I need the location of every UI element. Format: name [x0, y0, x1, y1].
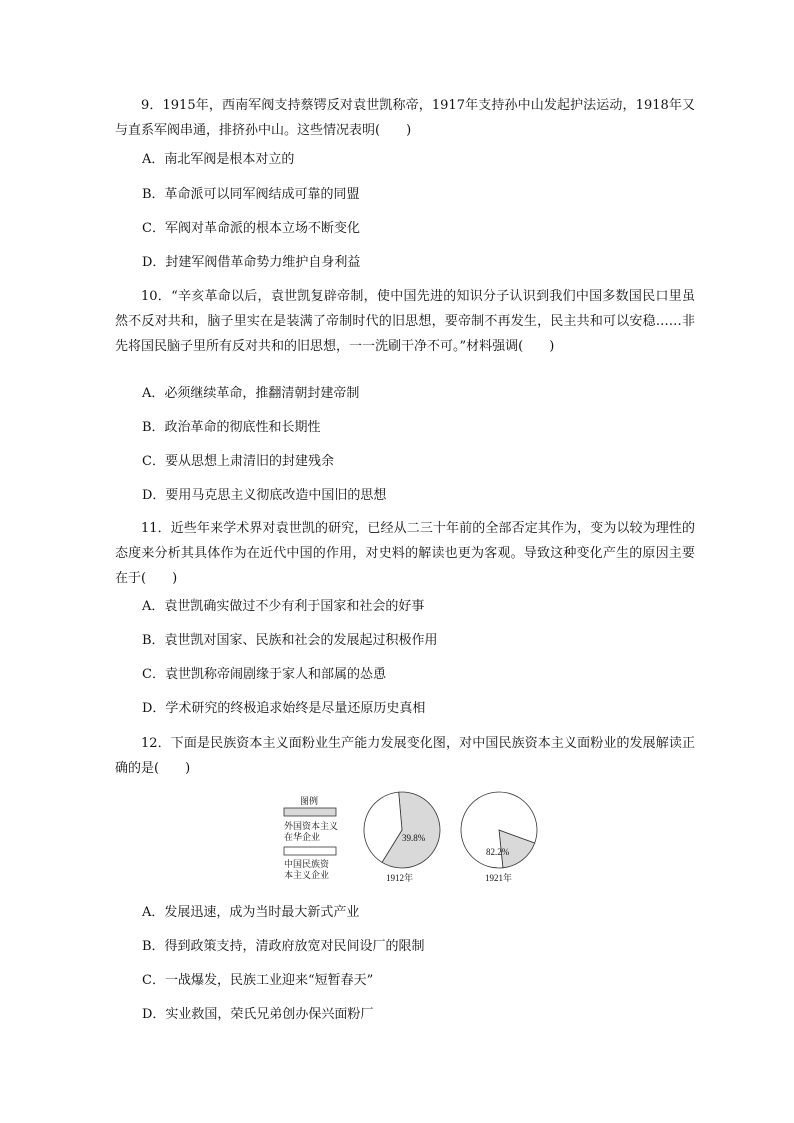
legend-label-foreign-line2: 在华企业 — [284, 833, 321, 843]
question-12-option-b: B．得到政策支持，清政府放宽对民间设厂的限制 — [142, 939, 425, 954]
legend-swatch-foreign — [284, 808, 336, 816]
question-10-option-d: D．要用马克思主义彻底改造中国旧的思想 — [142, 488, 387, 503]
question-11-option-b: B．袁世凯对国家、民族和社会的发展起过积极作用 — [142, 633, 438, 648]
pie-1912-value-label: 39.8% — [402, 833, 426, 843]
pie-1912-caption: 1912年 — [386, 873, 414, 883]
pie-1912 — [364, 792, 440, 883]
pie-1921-value-label: 82.2% — [486, 847, 510, 857]
legend-swatch-domestic — [284, 847, 336, 855]
question-12-stem: 12．下面是民族资本主义面粉业生产能力发展变化图，对中国民族资本主义面粉业的发展解读正确的是( ) — [115, 736, 695, 776]
legend-title: 图例 — [300, 797, 319, 807]
question-10-stem: 10．“辛亥革命以后，袁世凯复辟帝制，使中国先进的知识分子认识到我们中国多数国民口里虽然不反对共和，脑子里实在是装满了帝制时代的旧思想，要帝制不再发生，民主共和可以安稳……非先将国民脑子里所有反对共和的旧思想，一一洗刷干净不可。”材料强调( ) — [115, 289, 695, 354]
flour-industry-pie-figure — [280, 787, 540, 887]
question-10-option-a: A．必须继续革命，推翻清朝封建帝制 — [142, 386, 360, 401]
question-12-option-d: D．实业救国，荣氏兄弟创办保兴面粉厂 — [142, 1007, 374, 1022]
pie-1921-caption: 1921年 — [485, 873, 513, 883]
legend-label-foreign-line1: 外国资本主义 — [284, 822, 339, 832]
question-11-option-a: A．袁世凯确实做过不少有利于国家和社会的好事 — [142, 599, 425, 614]
question-10-option-c: C．要从思想上肃清旧的封建残余 — [142, 454, 334, 469]
question-9-option-c: C．军阀对革命派的根本立场不断变化 — [142, 221, 360, 236]
pie-chart-svg — [280, 787, 540, 887]
pie-1921 — [461, 792, 537, 883]
question-9-option-b: B．革命派可以同军阀结成可靠的同盟 — [142, 187, 360, 202]
question-9-option-a: A．南北军阀是根本对立的 — [142, 152, 295, 167]
question-9-stem: 9．1915年，西南军阀支持蔡锷反对袁世凯称帝，1917年支持孙中山发起护法运动，1918年又与直系军阀串通，排挤孙中山。这些情况表明( ) — [115, 98, 695, 138]
question-11-option-d: D．学术研究的终极追求始终是尽量还原历史真相 — [142, 701, 426, 716]
question-12-option-a: A．发展迅速，成为当时最大新式产业 — [142, 905, 360, 920]
legend-label-domestic-line2: 本主义企业 — [284, 871, 330, 881]
question-11-option-c: C．袁世凯称帝闹剧缘于家人和部属的怂恿 — [142, 667, 386, 682]
question-11-stem: 11．近些年来学术界对袁世凯的研究，已经从二三十年前的全部否定其作为，变为以较为理性的态度来分析其具体作为在近代中国的作用，对史料的解读也更为客观。导致这种变化产生的原因主要在于( ) — [115, 521, 695, 586]
question-12-option-c: C．一战爆发，民族工业迎来“短暂春天” — [142, 973, 374, 988]
legend-label-domestic-line1: 中国民族资 — [284, 860, 330, 870]
question-10-option-b: B．政治革命的彻底性和长期性 — [142, 420, 321, 435]
question-9-option-d: D．封建军阀借革命势力维护自身利益 — [142, 255, 361, 270]
